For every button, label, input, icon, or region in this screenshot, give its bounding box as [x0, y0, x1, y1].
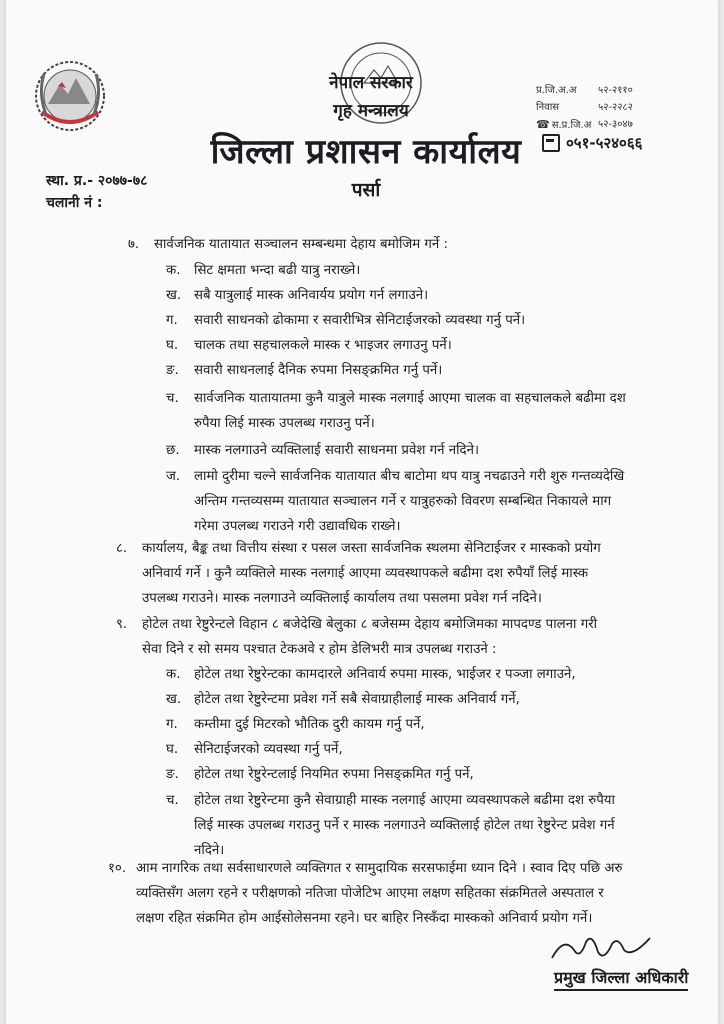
section-intro: सार्वजनिक यातायात सञ्चालन सम्बन्धमा देहाय बमोजिम गर्ने :	[154, 237, 449, 252]
section-text: होटेल तथा रेष्टुरेन्टले विहान ८ बजेदेखि बेलुका ८ बजेसम्म देहाय बमोजिमका मापदण्ड पालना गरी	[142, 617, 598, 632]
item-label: च.	[166, 793, 179, 808]
contact-row	[536, 99, 676, 116]
item-text: नदिने।	[194, 843, 225, 858]
section-text: लक्षण रहित संक्रमित होम आईसोलेसनमा रहने। घर बाहिर निस्कँदा मास्कको अनिवार्य प्रयोग गर्ने।	[136, 911, 593, 926]
item-text: होटेल तथा रेष्टुरेन्टमा कुनै सेवाग्राही मास्क नलगाई आएमा व्यवस्थापकले बढीमा दश रुपैया	[194, 793, 615, 808]
section-number: १०.	[108, 861, 127, 876]
ministry-title: गृह मन्त्रालय	[333, 101, 409, 121]
item-text: सवारी साधनको ढोकामा र सवारीभित्र सेनिटाईजरको व्यवस्था गर्नु पर्ने।	[194, 313, 526, 328]
item-label: ख.	[166, 288, 182, 303]
item-text: सेनिटाईजरको व्यवस्था गर्नु पर्ने,	[194, 742, 343, 757]
reference-number: स्था. प्र.- २०७७-७८	[46, 173, 148, 189]
contact-label-text: स.प्र.जि.अ	[551, 120, 592, 131]
section-number: ७.	[128, 237, 140, 252]
item-label: ख.	[166, 692, 182, 707]
item-label: छ.	[166, 443, 180, 458]
item-label: घ.	[166, 742, 179, 757]
section-text: व्यक्तिसँग अलग रहने र परीक्षणको नतिजा पोजेटिभ आएमा लक्षण सहितका संक्रमितले अस्पताल र	[136, 886, 604, 901]
item-text: होटेल तथा रेष्टुरेन्टका कामदारले अनिवार्य रुपमा मास्क, भाईजर र पञ्जा लगाउने,	[194, 667, 576, 682]
dispatch-number-label: चलानी नं :	[46, 195, 103, 211]
government-title: नेपाल सरकार	[329, 73, 413, 93]
section-text: आम नागरिक तथा सर्वसाधारणले व्यक्तिगत र सामुदायिक सरसफाईमा ध्यान दिने । स्वाव दिए पछि अरु	[136, 861, 623, 876]
signature-icon	[546, 928, 656, 968]
item-text: लिई मास्क उपलब्ध गराउनु पर्ने र मास्क नलगाउने व्यक्तिलाई होटेल तथा रेष्टुरेन्ट प्रवेश गर्न	[194, 818, 615, 833]
contact-label: प्र.जि.अ.अ	[536, 85, 577, 96]
item-text: मास्क नलगाउने व्यक्तिलाई सवारी साधनमा प्रवेश गर्न नदिने।	[194, 443, 480, 458]
item-label: क.	[166, 667, 181, 682]
item-text: गरेमा उपलब्ध गराउने गरी उद्यावधिक राख्ने।	[194, 519, 401, 534]
contact-label	[536, 116, 598, 134]
item-label: च.	[166, 391, 179, 406]
contact-row	[536, 82, 676, 99]
section-text: उपलब्ध गराउने। मास्क नलगाउने व्यक्तिलाई कार्यालय तथा पसलमा प्रवेश गर्न नदिने।	[142, 591, 542, 606]
office-title: जिल्ला प्रशासन कार्यालय	[210, 132, 522, 172]
item-text: लामो दुरीमा चल्ने सार्वजनिक यातायात बीच बाटोमा थप यात्रु नचढाउने गरी शुरु गन्तव्यदेखि	[194, 469, 625, 484]
item-text: रुपैया लिई मास्क उपलब्ध गराउनु पर्ने।	[194, 416, 375, 431]
document-page	[6, 0, 718, 1024]
fax-icon	[542, 134, 560, 152]
contact-list	[536, 82, 676, 134]
phone-icon: ☎	[536, 118, 550, 131]
contact-number: ५२-२११०	[598, 85, 633, 96]
item-text: होटेल तथा रेष्टुरेन्टमा प्रवेश गर्ने सबै सेवाग्राहीलाई मास्क अनिवार्य गर्ने,	[194, 692, 520, 707]
item-text: अन्तिम गन्तव्यसम्म यातायात सञ्चालन गर्ने र यात्रुहरुको विवरण सम्बन्धित निकायले माग	[194, 494, 612, 509]
contact-label: निवास	[536, 102, 560, 113]
section-text: कार्यालय, बैङ्क तथा वित्तीय संस्था र पसल जस्ता सार्वजनिक स्थलमा सेनिटाईजर र मास्कको प्रयोग	[142, 541, 601, 556]
item-text: सार्वजनिक यातायातमा कुनै यात्रुले मास्क नलगाई आएमा चालक वा सहचालकले बढीमा दश	[194, 391, 626, 406]
item-text: होटेल तथा रेष्टुरेन्टलाई नियमित रुपमा निसङ्क्रमित गर्नु पर्ने,	[194, 767, 474, 782]
contact-row	[536, 116, 676, 134]
item-label: ज.	[166, 469, 181, 484]
contact-number: ५२-३०४७	[598, 119, 633, 130]
section-text: सेवा दिने र सो समय पश्चात टेकअवे र होम डेलिभरी मात्र उपलब्ध गराउने :	[142, 642, 497, 657]
item-text: सिट क्षमता भन्दा बढी यात्रु नराख्ने।	[194, 263, 361, 278]
item-text: सवारी साधनलाई दैनिक रुपमा निसङ्क्रमित गर्नु पर्ने।	[194, 363, 443, 378]
fax-number-row	[542, 133, 642, 153]
signatory-title: प्रमुख जिल्ला अधिकारी	[554, 966, 688, 991]
item-label: ङ.	[166, 363, 179, 378]
item-label: ग.	[166, 717, 178, 732]
section-number: ९.	[116, 617, 128, 632]
item-text: चालक तथा सहचालकले मास्क र भाइजर लगाउनु पर्ने।	[194, 338, 452, 353]
item-text: कम्तीमा दुई मिटरको भौतिक दुरी कायम गर्नु पर्ने,	[194, 717, 425, 732]
fax-number: ०५१-५२४०६६	[566, 134, 643, 152]
section-number: ८.	[116, 541, 128, 556]
section-text: अनिवार्य गर्ने । कुनै व्यक्तिले मास्क नलगाई आएमा व्यवस्थापकले बढीमा दश रुपैयाँ लिई मास्क	[142, 566, 589, 581]
item-label: ङ.	[166, 767, 179, 782]
item-label: ग.	[166, 313, 178, 328]
item-label: क.	[166, 263, 181, 278]
district-name: पर्सा	[351, 179, 381, 201]
item-label: घ.	[166, 338, 179, 353]
item-text: सबै यात्रुलाई मास्क अनिवार्यय प्रयोग गर्न लगाउने।	[194, 288, 429, 303]
nepal-emblem-icon	[28, 54, 112, 138]
contact-number: ५२-२२८२	[598, 102, 633, 113]
reference-block	[46, 170, 147, 214]
